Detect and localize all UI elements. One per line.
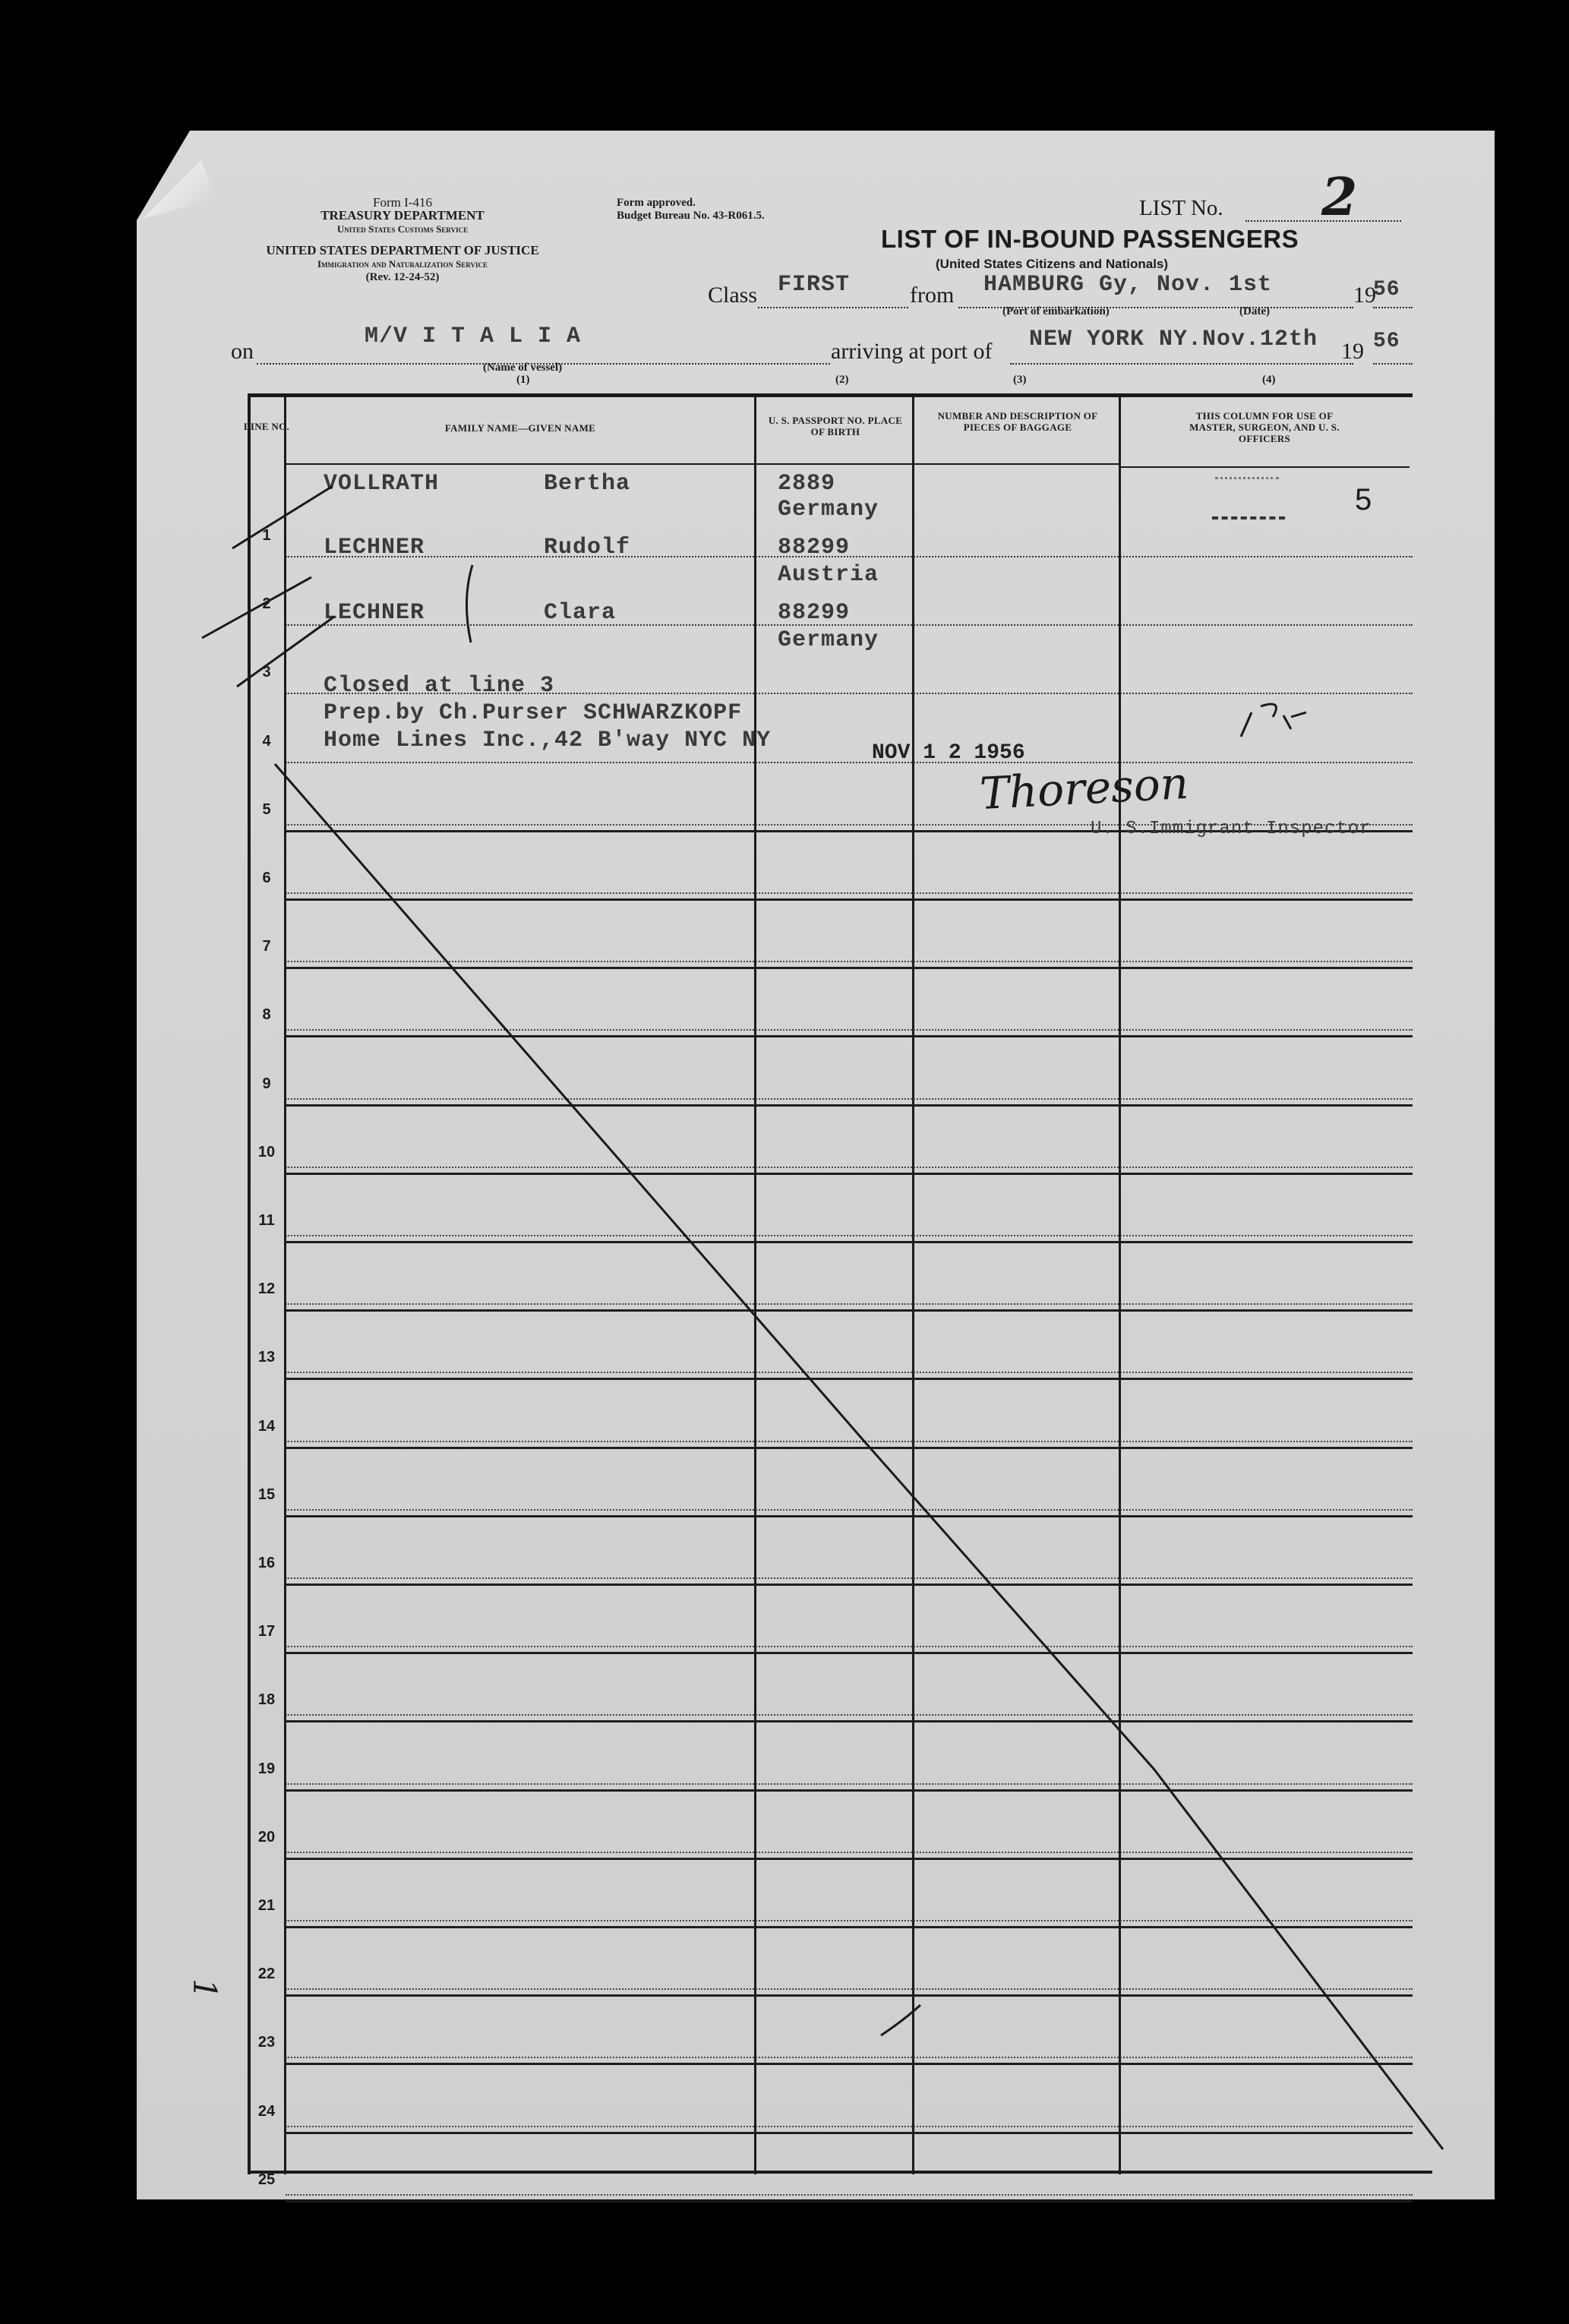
line-number: 22 (257, 1966, 276, 1983)
year-2: 56 (1373, 330, 1400, 353)
line-number: 16 (257, 1555, 276, 1571)
from-label: from (910, 283, 955, 308)
vessel-value: M/V I T A L I A (365, 324, 582, 349)
header-officers: THIS COLUMN FOR USE OF MASTER, SURGEON, AND U. S. OFFICERS (1189, 410, 1340, 444)
closed-at-line: Closed at line 3 (324, 673, 555, 699)
arriving-label: arriving at port of (831, 339, 993, 364)
check-mark-line-2 (202, 577, 311, 638)
home-lines-address: Home Lines Inc.,42 B'way NYC NY (324, 728, 772, 753)
line-number: 12 (257, 1280, 276, 1298)
line-number: 20 (257, 1828, 276, 1846)
column-number-3: (3) (1013, 374, 1027, 386)
port-caption: (Port of embarkation) (1002, 305, 1110, 317)
passenger-3-given: Clara (544, 600, 617, 626)
passenger-2-passport: 88299 (778, 535, 851, 560)
line-number: 24 (257, 2102, 276, 2120)
budget-bureau: Budget Bureau No. 43-R061.5. (617, 210, 765, 222)
class-label: Class (708, 283, 758, 308)
line-number: 10 (257, 1143, 276, 1160)
header-baggage: NUMBER AND DESCRIPTION OF PIECES OF BAGGAGE (937, 410, 1098, 433)
initials-mark (1241, 704, 1306, 737)
bracket-mark (466, 565, 472, 643)
passenger-1-family: VOLLRATH (324, 471, 440, 497)
line-number: 5 (262, 800, 271, 818)
line-number: 7 (262, 938, 271, 955)
line-number: 13 (257, 1349, 276, 1366)
line-number: 8 (262, 1006, 271, 1024)
class-value: FIRST (778, 272, 851, 298)
line-number: 14 (257, 1417, 276, 1435)
form-approved: Form approved. (617, 197, 696, 209)
customs-service: United States Customs Service (336, 223, 469, 235)
passenger-3-family: LECHNER (324, 600, 425, 626)
manifest-title: LIST OF IN-BOUND PASSENGERS (881, 225, 1299, 253)
header-passport: U. S. PASSPORT NO. PLACE OF BIRTH (768, 415, 903, 437)
passenger-2-family: LECHNER (324, 535, 425, 560)
year-prefix-2: 19 (1341, 339, 1364, 364)
line-number: 3 (262, 664, 271, 681)
line-number: 9 (262, 1075, 271, 1092)
line-number: 6 (262, 870, 271, 886)
year-prefix-1: 19 (1353, 283, 1376, 308)
list-number-value: 2 (1321, 167, 1358, 228)
list-number-label: LIST No. (1139, 196, 1223, 220)
margin-mark: 1 (185, 1978, 223, 1999)
line-number: 17 (257, 1623, 276, 1640)
from-value: HAMBURG Gy, Nov. 1st (983, 272, 1273, 298)
on-label: on (231, 339, 254, 364)
line-number: 11 (258, 1212, 275, 1229)
passenger-1-given: Bertha (544, 471, 631, 497)
line-number: 23 (257, 2034, 276, 2051)
line-number: 2 (262, 595, 271, 613)
form-number: Form I-416 (373, 195, 432, 210)
date-caption: (Date) (1239, 305, 1270, 317)
small-pen-mark (881, 2005, 920, 2035)
passenger-2-given: Rudolf (544, 535, 631, 560)
column-number-4: (4) (1262, 374, 1276, 386)
line-number: 21 (257, 1897, 276, 1914)
line-number: 25 (257, 2171, 276, 2188)
passenger-1-birthplace: Germany (778, 497, 879, 523)
header-line-no: LINE NO. (243, 421, 290, 432)
passenger-1-passport: 2889 (778, 471, 836, 497)
line-number: 19 (257, 1760, 276, 1777)
line-number: 15 (257, 1486, 276, 1503)
column-number-2: (2) (835, 374, 849, 386)
inspector-title: U. S.Immigrant Inspector (1091, 819, 1372, 839)
passenger-3-birthplace: Germany (778, 627, 879, 653)
prepared-by: Prep.by Ch.Purser SCHWARZKOPF (324, 700, 743, 726)
line-number: 1 (262, 527, 271, 544)
year-1: 56 (1373, 278, 1400, 302)
passenger-3-passport: 88299 (778, 600, 851, 626)
inspector-signature: Thoreson (978, 756, 1190, 820)
manifest-subtitle: (United States Citizens and Nationals) (936, 257, 1169, 271)
officer-mark: 5 (1355, 483, 1372, 516)
cancel-diagonal-line (275, 764, 1443, 2149)
vessel-caption: (Name of vessel) (483, 362, 563, 374)
column-number-1: (1) (516, 374, 530, 386)
treasury-department: TREASURY DEPARTMENT (320, 208, 485, 223)
passenger-2-birthplace: Austria (778, 562, 879, 588)
arriving-value: NEW YORK NY.Nov.12th (1029, 327, 1318, 352)
header-name: FAMILY NAME—GIVEN NAME (444, 422, 596, 434)
check-mark-line-1 (232, 486, 333, 548)
form-revision: (Rev. 12-24-52) (365, 271, 440, 283)
arrival-stamp-date: NOV 1 2 1956 (872, 741, 1025, 765)
check-mark-line-3 (237, 617, 334, 687)
department-of-justice: UNITED STATES DEPARTMENT OF JUSTICE (266, 243, 539, 257)
ins-service: Immigration and Naturalization Service (317, 258, 488, 270)
line-number: 4 (262, 732, 271, 750)
line-number: 18 (257, 1691, 276, 1709)
